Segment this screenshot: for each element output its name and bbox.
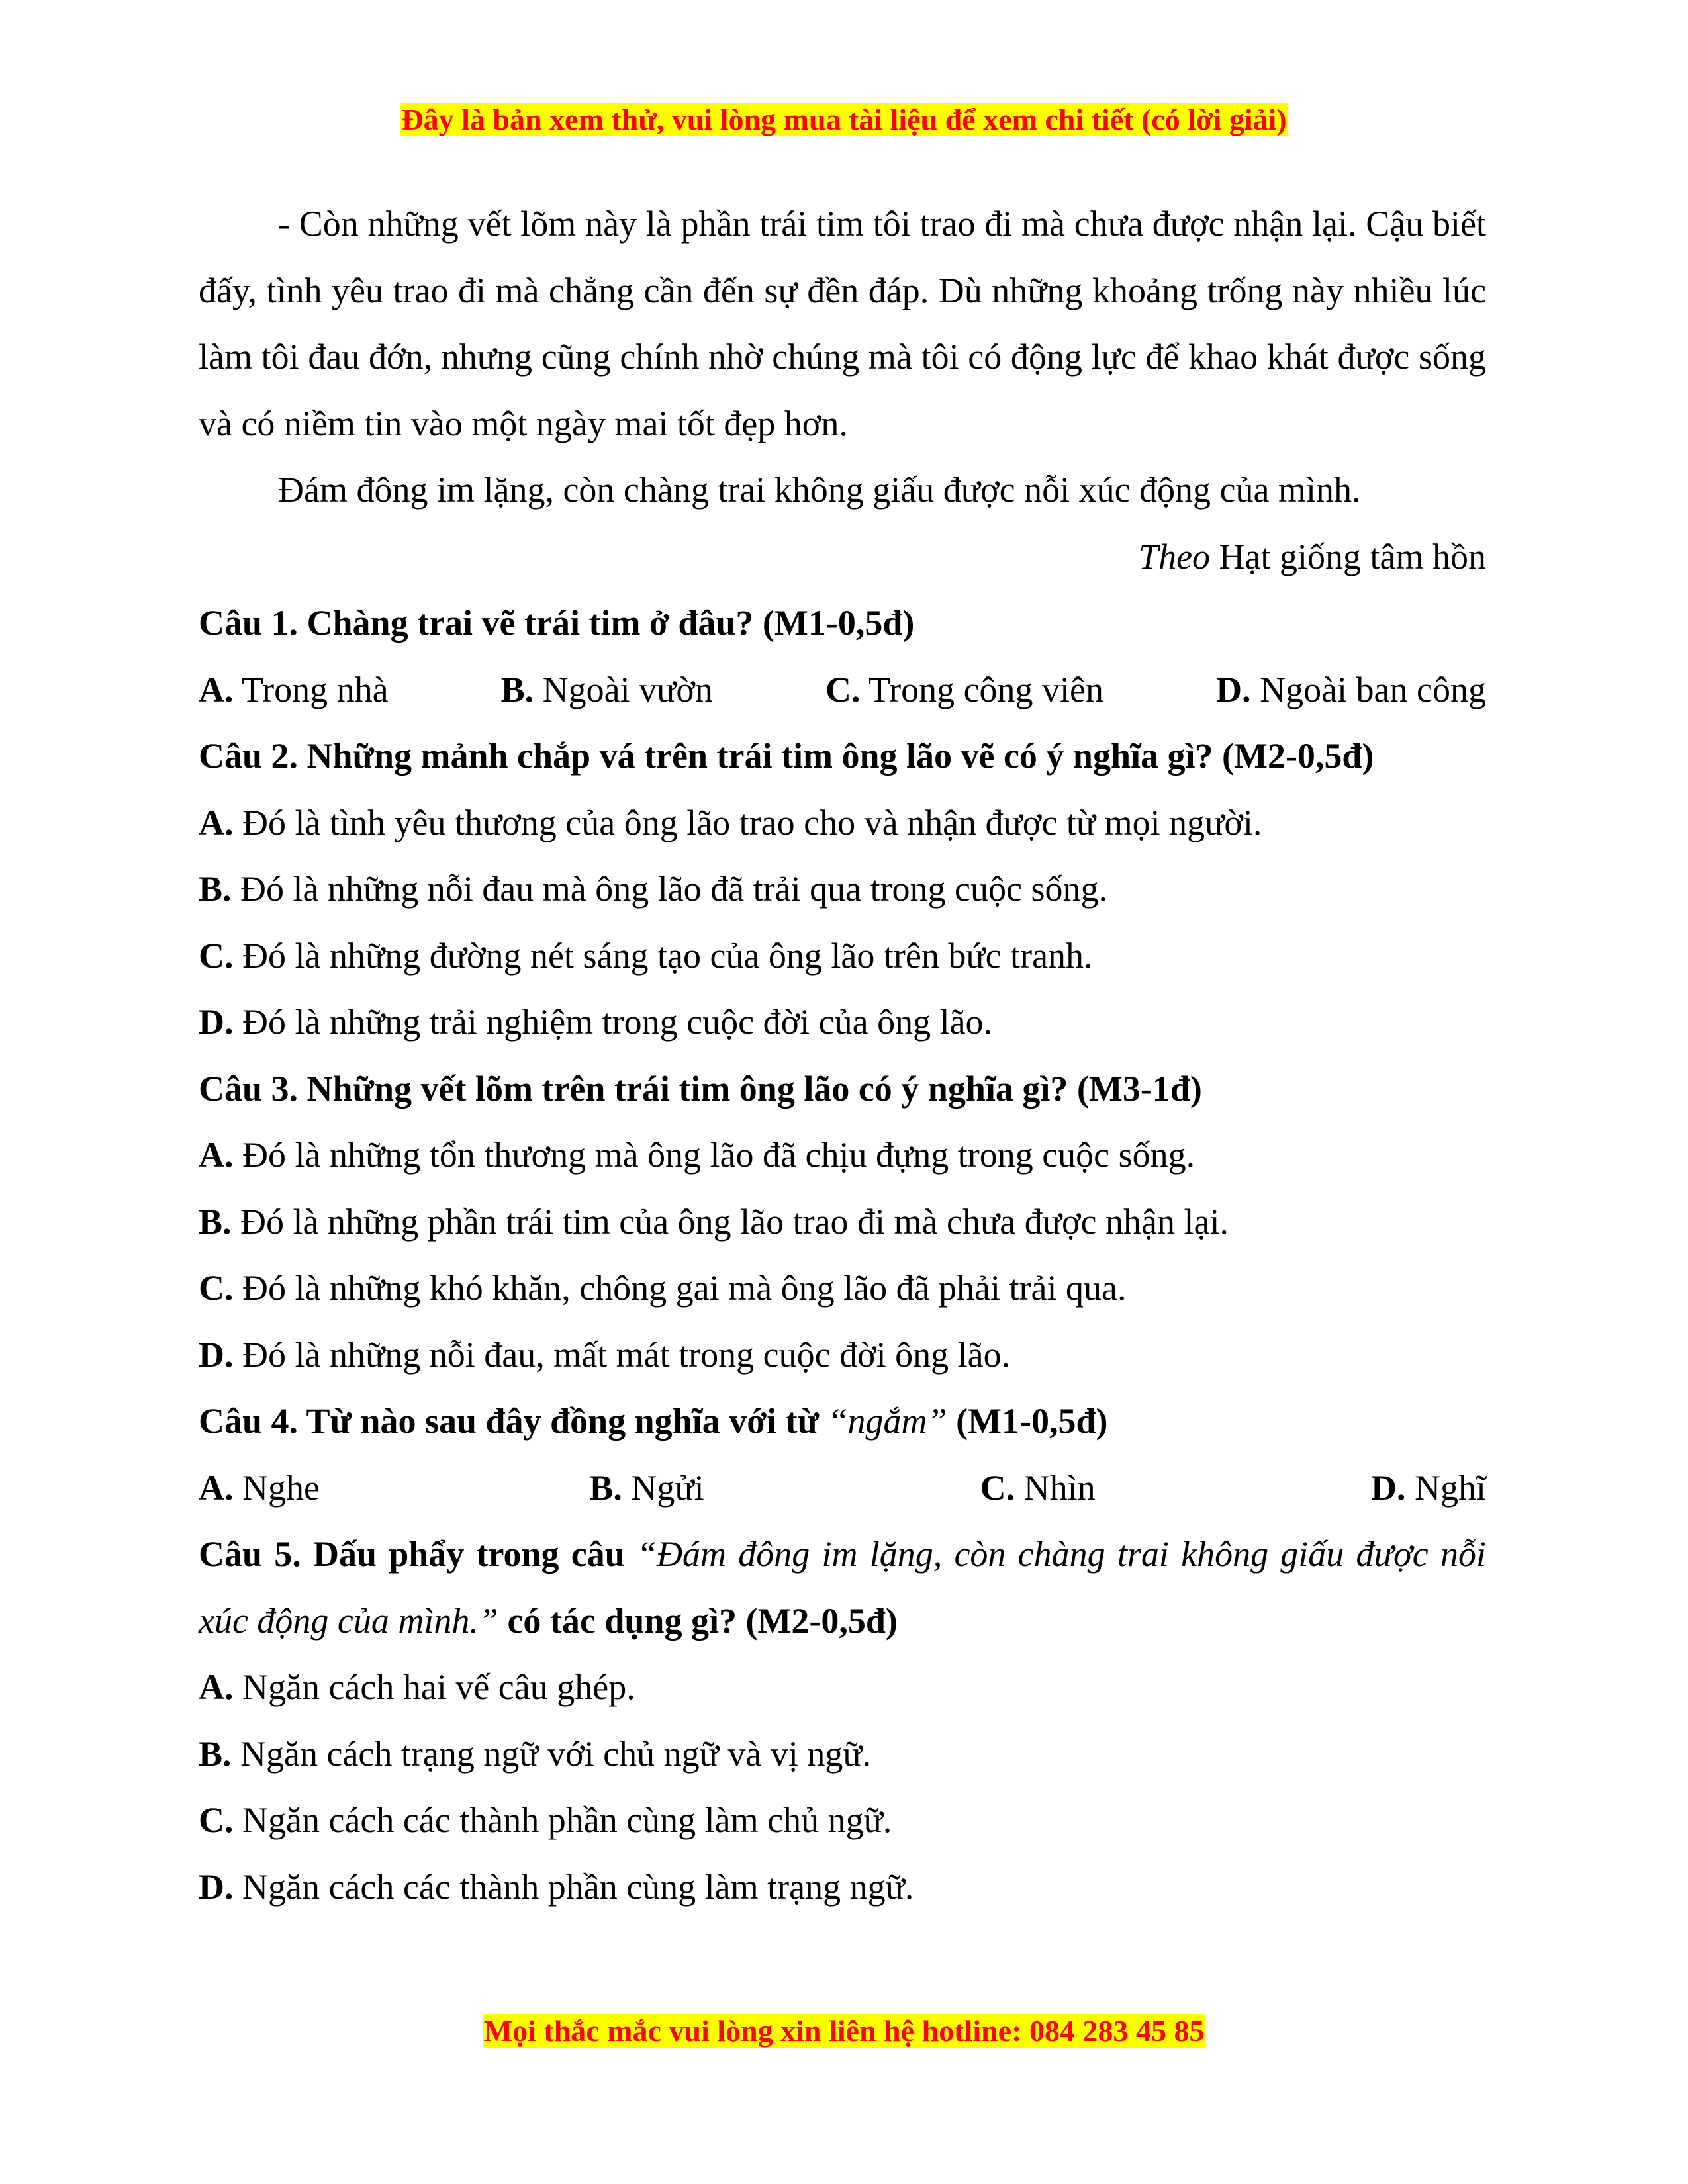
option-a: A. Đó là những tổn thương mà ông lão đã chịu đựng trong cuộc sống. (199, 1135, 1196, 1175)
hotline-banner (0, 2012, 1688, 2050)
passage-paragraph-2: Đám đông im lặng, còn chàng trai không giấu được nỗi xúc động của mình. (278, 470, 1361, 510)
option-c: C. Trong công viên (825, 669, 1104, 709)
question-1-options (199, 657, 1486, 723)
question-1-title: Câu 1. Chàng trai vẽ trái tim ở đâu? (M1-0,5đ) (199, 603, 915, 643)
option-d: D. Ngoài ban công (1216, 669, 1486, 709)
document-body (199, 191, 1486, 1920)
option-b: B. Ngửi (589, 1467, 704, 1508)
preview-notice-text: Đây là bản xem thử, vui lòng mua tài liệu để xem chi tiết (có lời giải) (401, 103, 1287, 136)
source-name: Hạt giống tâm hồn (1210, 536, 1486, 576)
passage-paragraph-1: - Còn những vết lõm này là phần trái tim tôi trao đi mà chưa được nhận lại. Cậu biết đấy, tình yêu trao đi mà chẳng cần đến sự đền đáp. Dù những khoảng trống này nhiều lúc làm tôi đau đớn, nhưng cũng chính nhờ chúng mà tôi có động lực để khao khát được sống và có niềm tin vào một ngày mai tốt đẹp hơn. (199, 204, 1486, 443)
option-a: A. Nghe (199, 1467, 320, 1508)
hotline-text: Mọi thắc mắc vui lòng xin liên hệ hotline: 084 283 45 85 (483, 2014, 1205, 2048)
question-4-options (199, 1455, 1486, 1522)
option-d: D. Đó là những trải nghiệm trong cuộc đời của ông lão. (199, 1002, 993, 1042)
option-d: D. Ngăn cách các thành phần cùng làm trạng ngữ. (199, 1866, 914, 1907)
option-c: C. Nhìn (980, 1467, 1096, 1508)
option-b: B. Đó là những nỗi đau mà ông lão đã trải qua trong cuộc sống. (199, 869, 1108, 909)
option-d: D. Nghĩ (1370, 1467, 1486, 1508)
question-4-title: Câu 4. Từ nào sau đây đồng nghĩa với từ “ngắm” (M1-0,5đ) (199, 1401, 1108, 1441)
option-c: C. Ngăn cách các thành phần cùng làm chủ ngữ. (199, 1800, 892, 1840)
passage-source (199, 523, 1486, 590)
source-prefix: Theo (1139, 536, 1211, 576)
question-3-title: Câu 3. Những vết lõm trên trái tim ông lão có ý nghĩa gì? (M3-1đ) (199, 1068, 1202, 1109)
question-2-title: Câu 2. Những mảnh chắp vá trên trái tim ông lão vẽ có ý nghĩa gì? (M2-0,5đ) (199, 736, 1374, 776)
option-b: B. Ngoài vườn (500, 669, 713, 709)
preview-notice-banner (0, 101, 1688, 139)
option-c: C. Đó là những khó khăn, chông gai mà ông lão đã phải trải qua. (199, 1268, 1127, 1308)
option-a: A. Trong nhà (199, 669, 389, 709)
option-a: A. Đó là tình yêu thương của ông lão trao cho và nhận được từ mọi người. (199, 802, 1262, 842)
option-d: D. Đó là những nỗi đau, mất mát trong cuộc đời ông lão. (199, 1334, 1011, 1375)
option-a: A. Ngăn cách hai vế câu ghép. (199, 1667, 635, 1707)
question-5-title: Câu 5. Dấu phẩy trong câu “Đám đông im lặng, còn chàng trai không giấu được nỗi xúc động của mình.” có tác dụng gì? (M2-0,5đ) (199, 1534, 1486, 1641)
option-b: B. Đó là những phần trái tim của ông lão trao đi mà chưa được nhận lại. (199, 1201, 1229, 1242)
option-b: B. Ngăn cách trạng ngữ với chủ ngữ và vị ngữ. (199, 1733, 872, 1774)
option-c: C. Đó là những đường nét sáng tạo của ông lão trên bức tranh. (199, 935, 1093, 976)
